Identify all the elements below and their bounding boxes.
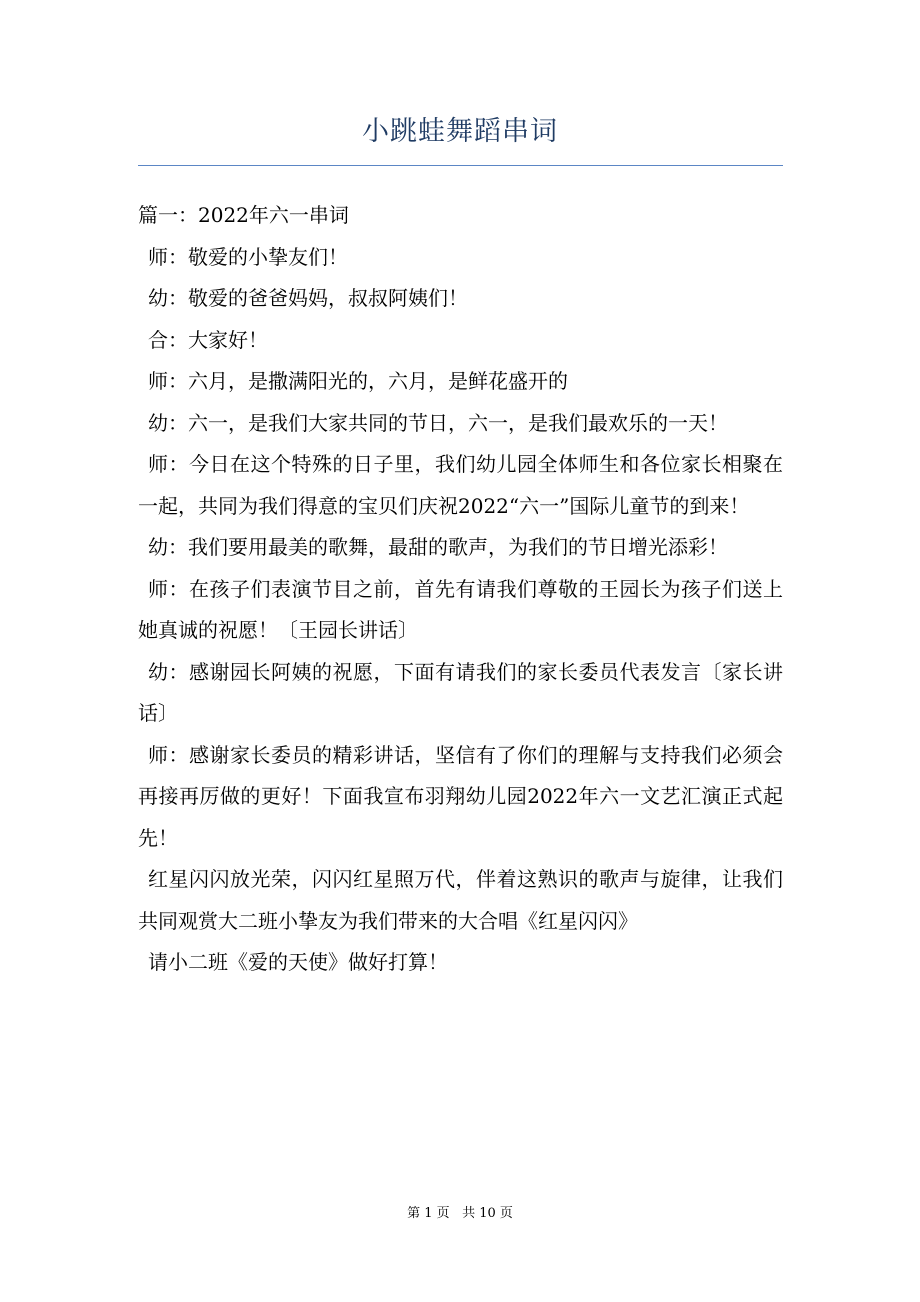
paragraph: 师：六月，是撒满阳光的，六月，是鲜花盛开的 xyxy=(148,369,568,393)
paragraph: 幼：敬爱的爸爸妈妈，叔叔阿姨们！ xyxy=(148,286,468,310)
paragraph: 师：今日在这个特殊的日子里，我们幼儿园全体师生和各位家长相聚在一起，共同为我们得意的宝贝们庆祝2022“六一”国际儿童节的到来！ xyxy=(138,452,783,518)
section-heading: 篇一：2022年六一串词 xyxy=(138,203,349,227)
page-footer xyxy=(0,1204,920,1224)
title-divider xyxy=(138,165,783,166)
document-title: 小跳蛙舞蹈串词 xyxy=(362,116,558,147)
paragraph: 红星闪闪放光荣，闪闪红星照万代，伴着这熟识的歌声与旋律，让我们共同观赏大二班小挚友为我们带来的大合唱《红星闪闪》 xyxy=(138,867,783,933)
paragraph: 幼：六一，是我们大家共同的节日，六一，是我们最欢乐的一天！ xyxy=(148,410,728,435)
paragraph: 师：在孩子们表演节目之前，首先有请我们尊敬的王园长为孩子们送上她真诚的祝愿！〔王园长讲话〕 xyxy=(138,576,783,642)
paragraph: 幼：我们要用最美的歌舞，最甜的歌声，为我们的节日增光添彩！ xyxy=(148,535,728,559)
paragraph: 师：敬爱的小挚友们！ xyxy=(148,244,348,269)
page-total: 共 10 页 xyxy=(462,1206,513,1221)
paragraph: 请小二班《爱的天使》做好打算！ xyxy=(148,950,448,974)
paragraph: 师：感谢家长委员的精彩讲话，坚信有了你们的理解与支持我们必须会再接再厉做的更好！下面我宣布羽翔幼儿园2022年六一文艺汇演正式起先！ xyxy=(138,742,783,850)
document-body xyxy=(138,195,783,984)
page-number: 第 1 页 xyxy=(407,1206,450,1221)
paragraph: 合：大家好！ xyxy=(148,327,268,352)
paragraph: 幼：感谢园长阿姨的祝愿，下面有请我们的家长委员代表发言〔家长讲话〕 xyxy=(138,659,783,725)
